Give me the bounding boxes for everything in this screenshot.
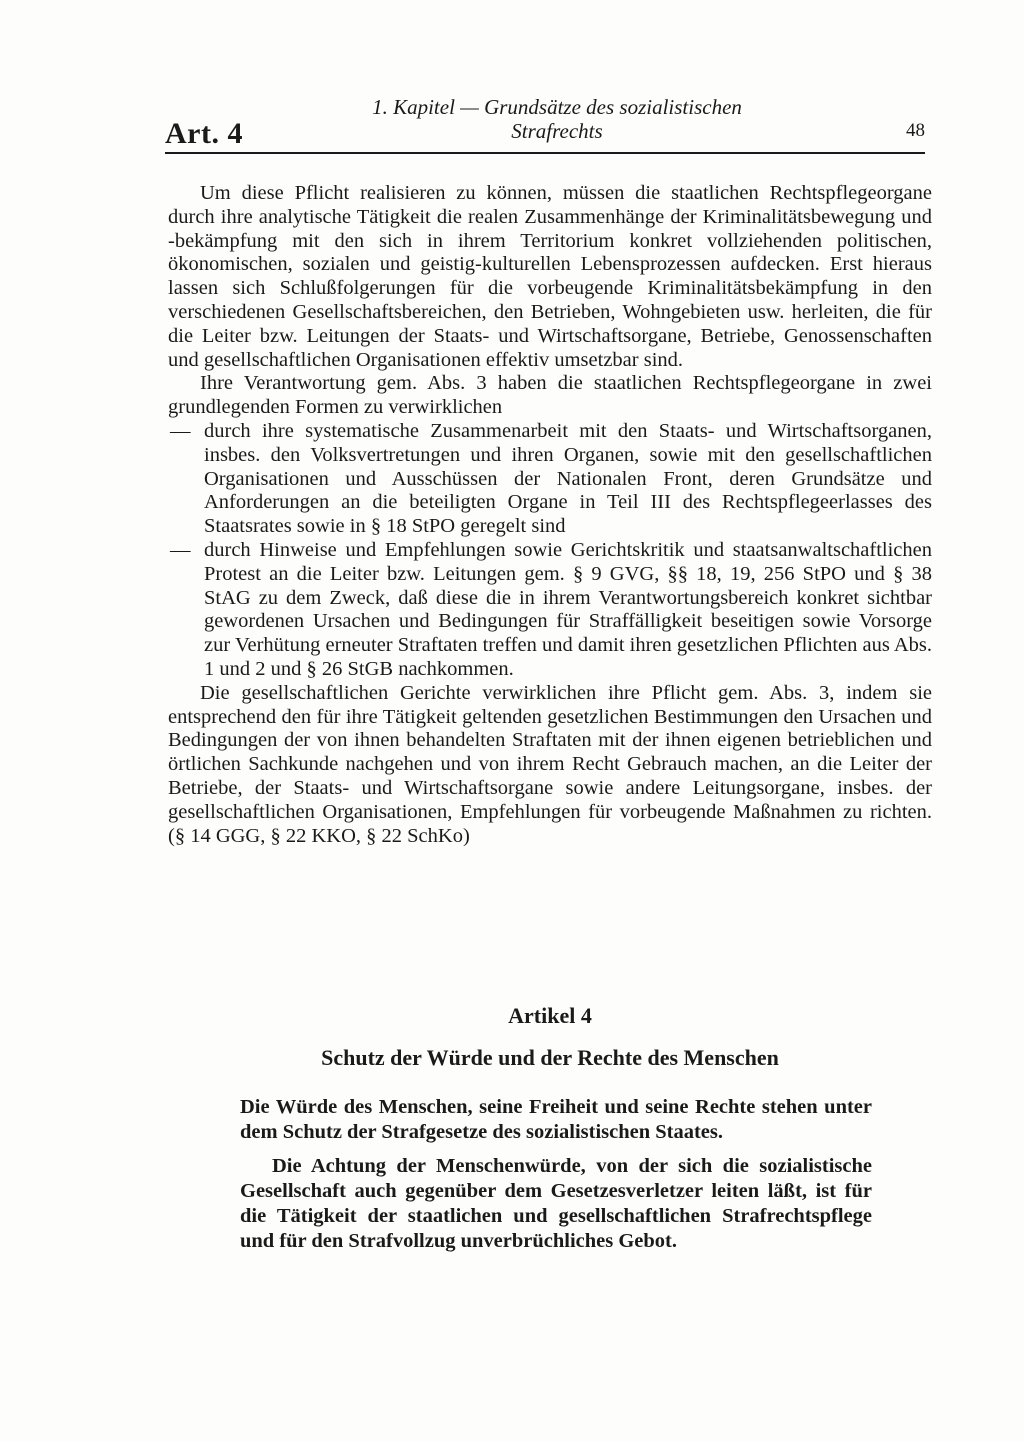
dash-marker: — [170, 419, 191, 442]
paragraph-1: Um diese Pflicht realisieren zu können, müssen die staatlichen Rechtspflegeorgane durch ihre analytische Tätigkeit die realen Zusammenhänge der Kriminalitätsbewegung und -bekämpfung mit den sich in ihrem Territorium konkret vollziehenden politischen, ökonomischen, sozialen und geistig-kulturellen Lebensprozessen aufdecken. Erst hieraus lassen sich Schlußfolgerungen für die vorbeugende Kriminalitätsbekämpfung in den verschiedenen Gesellschaftsbereichen, den Betrieben, Wohngebieten usw. herleiten, die für die Leiter bzw. Leitungen der Staats- und Wirtschaftsorgane, Betriebe, Genossenschaften und gesellschaftlichen Organisationen effektiv umsetzbar sind. [168, 182, 932, 371]
paragraph-3: Die gesellschaftlichen Gerichte verwirklichen ihre Pflicht gem. Abs. 3, indem sie entsprechend den für ihre Tätigkeit geltenden gesetzlichen Bestimmungen den Ursachen und Bedingungen der von ihnen behandelten Straftaten mit der ihnen eigenen betrieblichen und örtlichen Sachkunde nachgehen und von ihrem Recht Gebrauch machen, an die Leiter der Betriebe, der Staats- und Wirtschaftsorgane sowie andere Leitungsorgane, insbes. der gesellschaftlichen Organisationen, Empfehlungen für vorbeugende Maßnahmen zu richten. (§ 14 GGG, § 22 KKO, § 22 SchKo) [168, 681, 932, 847]
list-item-text: durch Hinweise und Empfehlungen sowie Gerichtskritik und staatsanwaltschaftlichen Protest an die Leiter bzw. Leitungen gem. § 9 GVG, §§ 18, 19, 256 StPO und § 38 StAG zu dem Zweck, daß diese die in ihrem Verantwortungsbereich konkret sichtbar gewordenen Ursachen und Bedingungen für Straffälligkeit beseitigen sowie Vorsorge zur Verhütung erneuter Straftaten treffen und damit ihren gesetzlichen Pflichten aus Abs. 1 und 2 und § 26 StGB nachkommen. [204, 538, 932, 680]
list-item-text: durch ihre systematische Zusammenarbeit mit den Staats- und Wirtschaftsorganen, insbes. den Volksvertretungen und ihren Organen, sowie mit den gesellschaftlichen Organisationen und Ausschüssen der Nationalen Front, deren Grundsätze und Anforderungen an die beteiligten Organe in Teil III des Rechtspflegeerlasses des Staatsrates sowie in § 18 StPO geregelt sind [204, 419, 932, 538]
paragraph-2: Ihre Verantwortung gem. Abs. 3 haben die staatlichen Rechtspflegeorgane in zwei grundlegenden Formen zu verwirklichen [168, 372, 932, 419]
chapter-title [307, 95, 807, 143]
page-number: 48 [906, 120, 925, 141]
law-paragraph-1: Die Würde des Menschen, seine Freiheit und seine Rechte stehen unter dem Schutz der Strafgesetze des sozialistischen Staates. [240, 1096, 872, 1143]
page-header [165, 95, 925, 155]
law-text [240, 1095, 872, 1263]
header-rule [165, 152, 925, 154]
law-paragraph-2: Die Achtung der Menschenwürde, von der sich die sozialistische Gesellschaft auch gegenüber dem Gesetzesverletzer leiten läßt, ist für die Tätigkeit der staatlichen und gesellschaftlichen Strafrechtspflege und für den Strafvollzug unverbrüchliches Gebot. [240, 1155, 872, 1252]
article-label: Art. 4 [165, 117, 243, 150]
list-item [168, 420, 932, 539]
article-heading: Artikel 4 [508, 1003, 592, 1028]
list-item [168, 539, 932, 682]
article-subheading: Schutz der Würde und der Rechte des Menschen [321, 1045, 779, 1070]
chapter-title-line1: 1. Kapitel — Grundsätze des sozialistischen [372, 95, 742, 119]
commentary-text [168, 182, 932, 848]
chapter-title-line2: Strafrechts [511, 119, 603, 143]
dash-marker: — [170, 538, 191, 561]
